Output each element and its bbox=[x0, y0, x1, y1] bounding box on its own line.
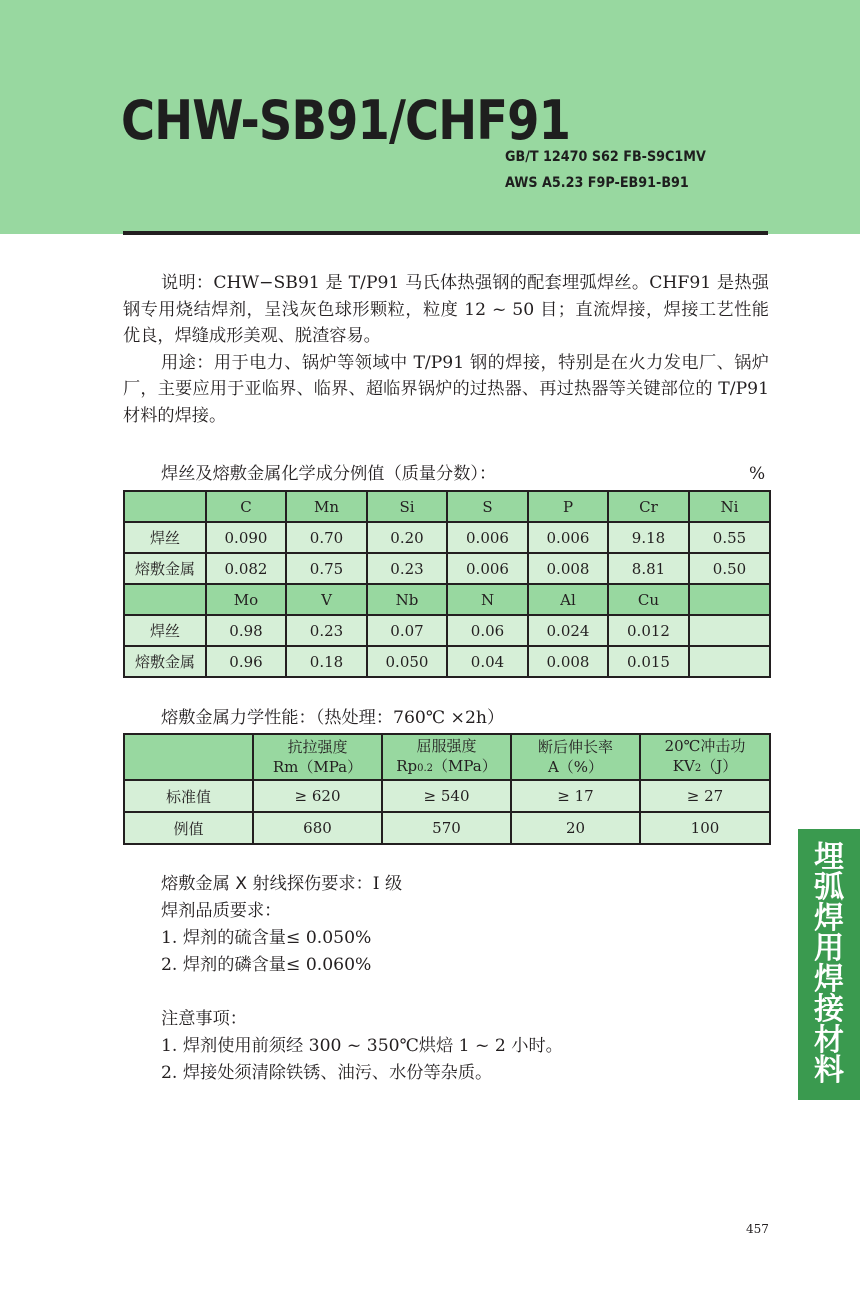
notes-title: 注意事项： bbox=[161, 1009, 247, 1029]
table-cell bbox=[689, 615, 770, 646]
table-cell: 0.006 bbox=[447, 553, 528, 584]
side-tab bbox=[798, 829, 860, 1100]
table-cell: ≥ 17 bbox=[511, 780, 640, 812]
table-cell: 0.008 bbox=[528, 553, 608, 584]
side-tab-char: 弧 bbox=[814, 870, 844, 905]
flux-title: 焊剂品质要求： bbox=[161, 901, 282, 921]
table-cell bbox=[124, 584, 206, 615]
mech-title-note: （热处理：760℃ ×2h） bbox=[315, 708, 505, 728]
side-tab-char: 料 bbox=[814, 1053, 844, 1088]
intro-label: 说明： bbox=[161, 273, 214, 293]
mech-table-title bbox=[161, 706, 504, 730]
table-cell: Nb bbox=[367, 584, 447, 615]
table-cell bbox=[689, 584, 770, 615]
table-cell: 0.015 bbox=[608, 646, 689, 677]
table-cell: C bbox=[206, 491, 286, 522]
usage-label: 用途： bbox=[161, 352, 214, 373]
table-cell: 0.55 bbox=[689, 522, 770, 553]
note-item-1: 1. 焊剂使用前须经 300 ~ 350℃烘焙 1 ~ 2 小时。 bbox=[161, 1036, 563, 1056]
table-cell bbox=[124, 491, 206, 522]
table-cell: Mo bbox=[206, 584, 286, 615]
table-cell: 0.75 bbox=[286, 553, 367, 584]
xray-requirement bbox=[161, 871, 761, 898]
standards-block bbox=[505, 144, 706, 196]
mech-table bbox=[123, 733, 771, 845]
table-cell: 标准值 bbox=[124, 780, 253, 812]
table-cell: 9.18 bbox=[608, 522, 689, 553]
product-title: CHW-SB91/CHF91 bbox=[121, 89, 571, 152]
table-cell: 680 bbox=[253, 812, 382, 844]
mech-header-tensile: 抗拉强度 Rm（MPa） bbox=[253, 734, 382, 780]
table-cell: Cu bbox=[608, 584, 689, 615]
table-cell: 焊丝 bbox=[124, 522, 206, 553]
table-cell: S bbox=[447, 491, 528, 522]
table-cell: Al bbox=[528, 584, 608, 615]
header-rule bbox=[123, 231, 768, 235]
side-tab-char: 埋 bbox=[814, 839, 844, 875]
table-cell: 0.18 bbox=[286, 646, 367, 677]
mech-header-row bbox=[124, 734, 770, 780]
table-cell: 0.06 bbox=[447, 615, 528, 646]
table-cell: 0.20 bbox=[367, 522, 447, 553]
table-row bbox=[124, 522, 770, 553]
table-cell: 例值 bbox=[124, 812, 253, 844]
table-cell: 0.012 bbox=[608, 615, 689, 646]
standard-aws: AWS A5.23 F9P-EB91-B91 bbox=[505, 175, 689, 191]
table-cell: 8.81 bbox=[608, 553, 689, 584]
table-cell: ≥ 620 bbox=[253, 780, 382, 812]
table-cell: 焊丝 bbox=[124, 615, 206, 646]
table-cell: Mn bbox=[286, 491, 367, 522]
description bbox=[123, 270, 769, 429]
table-cell: 20 bbox=[511, 812, 640, 844]
table-cell bbox=[689, 646, 770, 677]
xray-label: 熔敷金属 X 射线探伤要求： bbox=[161, 874, 373, 894]
chem-header-row bbox=[124, 584, 770, 615]
requirements bbox=[161, 871, 761, 979]
note-item-2: 2. 焊接处须清除铁锈、油污、水份等杂质。 bbox=[161, 1063, 493, 1083]
table-cell: 0.07 bbox=[367, 615, 447, 646]
table-cell: Si bbox=[367, 491, 447, 522]
table-cell: 0.082 bbox=[206, 553, 286, 584]
table-cell: Ni bbox=[689, 491, 770, 522]
table-cell: 0.96 bbox=[206, 646, 286, 677]
table-cell: V bbox=[286, 584, 367, 615]
table-cell: ≥ 27 bbox=[640, 780, 770, 812]
usage-paragraph bbox=[123, 350, 769, 430]
side-tab-char: 焊 bbox=[814, 961, 844, 997]
table-cell: 熔敷金属 bbox=[124, 553, 206, 584]
mech-title-text: 熔敷金属力学性能： bbox=[161, 708, 316, 728]
table-cell: 0.04 bbox=[447, 646, 528, 677]
table-cell: 0.98 bbox=[206, 615, 286, 646]
table-row bbox=[124, 553, 770, 584]
intro-text: CHW−SB91 是 T/P91 马氏体热强钢的配套埋弧焊丝。CHF91 是热强钢专用烧结焊剂，呈浅灰色球形颗粒，粒度 12 ~ 50 目；直流焊接，焊接工艺性能优良，焊缝成形美观、脱渣容易。 bbox=[123, 273, 769, 346]
table-cell: 100 bbox=[640, 812, 770, 844]
chem-table bbox=[123, 490, 771, 678]
mech-header-empty bbox=[124, 734, 253, 780]
chem-table-title bbox=[161, 462, 496, 486]
flux-item-1: 1. 焊剂的硫含量≤ 0.050% bbox=[161, 928, 372, 948]
side-tab-char: 接 bbox=[814, 992, 844, 1027]
notes bbox=[161, 1006, 761, 1087]
xray-value: I 级 bbox=[372, 874, 403, 894]
intro-paragraph bbox=[123, 270, 769, 350]
table-row bbox=[124, 646, 770, 677]
table-cell: 0.50 bbox=[689, 553, 770, 584]
chem-title-note: （质量分数）： bbox=[384, 464, 497, 484]
table-row bbox=[124, 812, 770, 844]
table-cell: Cr bbox=[608, 491, 689, 522]
chem-title-text: 焊丝及熔敷金属化学成分例值 bbox=[161, 464, 385, 484]
side-tab-char: 用 bbox=[814, 931, 844, 966]
flux-item-2: 2. 焊剂的磷含量≤ 0.060% bbox=[161, 955, 372, 975]
table-cell: 0.006 bbox=[447, 522, 528, 553]
table-cell: ≥ 540 bbox=[382, 780, 511, 812]
table-row bbox=[124, 780, 770, 812]
standard-gb: GB/T 12470 S62 FB-S9C1MV bbox=[505, 149, 706, 165]
page-number: 457 bbox=[746, 1222, 769, 1236]
table-cell: 570 bbox=[382, 812, 511, 844]
mech-header-impact: 20℃冲击功 KV2（J） bbox=[640, 734, 770, 780]
table-cell: 0.006 bbox=[528, 522, 608, 553]
table-cell: 0.23 bbox=[286, 615, 367, 646]
chem-header-row bbox=[124, 491, 770, 522]
table-cell: 0.23 bbox=[367, 553, 447, 584]
mech-header-yield: 屈服强度 Rp0.2（MPa） bbox=[382, 734, 511, 780]
table-cell: 0.008 bbox=[528, 646, 608, 677]
table-row bbox=[124, 615, 770, 646]
table-cell: 0.70 bbox=[286, 522, 367, 553]
table-cell: 0.090 bbox=[206, 522, 286, 553]
table-cell: 0.050 bbox=[367, 646, 447, 677]
table-cell: 熔敷金属 bbox=[124, 646, 206, 677]
chem-unit: % bbox=[749, 464, 766, 484]
side-tab-char: 焊 bbox=[814, 900, 844, 936]
table-cell: 0.024 bbox=[528, 615, 608, 646]
usage-text: 用于电力、锅炉等领域中 T/P91 钢的焊接，特别是在火力发电厂、锅炉厂，主要应用于亚临界、临界、超临界锅炉的过热器、再过热器等关键部位的 T/P91 材料的焊接。 bbox=[123, 352, 769, 426]
side-tab-char: 材 bbox=[814, 1022, 844, 1058]
table-cell: P bbox=[528, 491, 608, 522]
table-cell: N bbox=[447, 584, 528, 615]
mech-header-elongation: 断后伸长率 A（%） bbox=[511, 734, 640, 780]
